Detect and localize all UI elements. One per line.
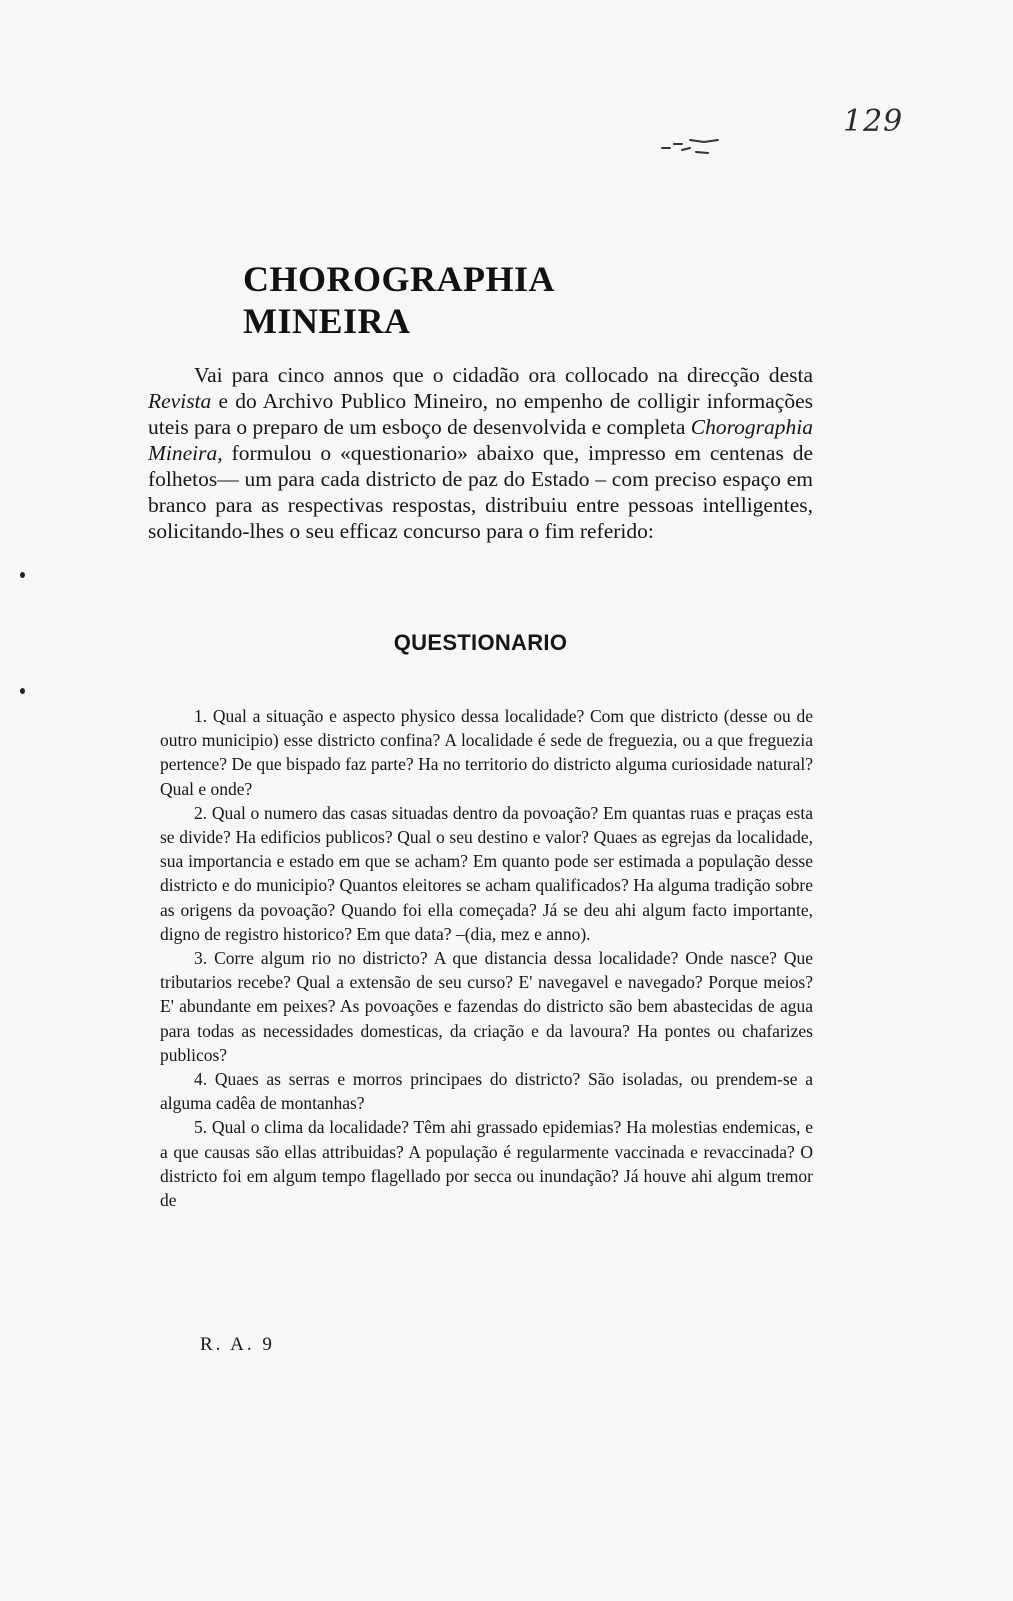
work-title: Chorographia Mineira, — [148, 415, 813, 465]
question-list — [160, 704, 813, 1212]
intro-text-2: e do Archivo Publico Mineiro, no empenho de colligir informações uteis para o preparo de um esboço de desenvolvida e completa — [148, 389, 813, 439]
margin-dot — [20, 572, 25, 578]
signature-mark: R. A. 9 — [200, 1334, 275, 1355]
margin-dot — [20, 688, 25, 694]
intro-text-3: formulou o «questionario» abaixo que, impresso em centenas de folhetos— um para cada districto de paz do Estado – com preciso espaço em branco para as respectivas respostas, distribuiu entre pessoas intelligentes, solicitando-lhes o seu efficaz concurso para o fim referido: — [148, 441, 813, 543]
question-item: 1. Qual a situação e aspecto physico dessa localidade? Com que districto (desse ou de outro municipio) esse districto confina? A localidade é sede de freguezia, ou a que freguezia pertence? De que bispado faz parte? Ha no territorio do districto alguma curiosidade natural? Qual e onde? — [160, 706, 813, 799]
question-item: 4. Quaes as serras e morros principaes do districto? São isoladas, ou prendem-se a alguma cadêa de montanhas? — [160, 1069, 813, 1114]
question-item: 3. Corre algum rio no districto? A que distancia dessa localidade? Onde nasce? Que tributarios recebe? Qual a extensão de seu curso? E' navegavel e navegado? Porque meios? E' abundante em peixes? As povoações e fazendas do districto são bem abastecidas de agua para todas as necessidades domesticas, da criação e da lavoura? Ha pontes ou chafarizes publicos? — [160, 948, 813, 1065]
page-number: 129 — [843, 104, 904, 139]
pencil-mark-icon — [660, 132, 730, 158]
page-title: CHOROGRAPHIA MINEIRA — [243, 259, 554, 341]
journal-name: Revista — [148, 389, 212, 413]
question-item: 2. Qual o numero das casas situadas dentro da povoação? Em quantas ruas e praças esta se divide? Ha edificios publicos? Qual o seu destino e valor? Quaes as egrejas da localidade, sua importancia e estado em que se acham? Em quanto pode ser estimada a população desse districto e do municipio? Quantos eleitores se acham qualificados? Ha alguma tradição sobre as origens da povoação? Quando foi ella começada? Já se deu ahi algum facto importante, digno de registro historico? Em que data? –(dia, mez e anno). — [160, 802, 813, 944]
section-heading: QUESTIONARIO — [393, 630, 568, 655]
intro-text-1: Vai para cinco annos que o cidadão ora collocado na direcção desta — [194, 363, 813, 387]
question-item: 5. Qual o clima da localidade? Têm ahi grassado epidemias? Ha molestias endemicas, e a que causas são ellas attribuidas? A população é regularmente vaccinada e revaccinada? O districto foi em algum tempo flagellado por secca ou inundação? Já houve ahi algum tremor de — [160, 1117, 813, 1211]
intro-paragraph — [148, 362, 813, 544]
